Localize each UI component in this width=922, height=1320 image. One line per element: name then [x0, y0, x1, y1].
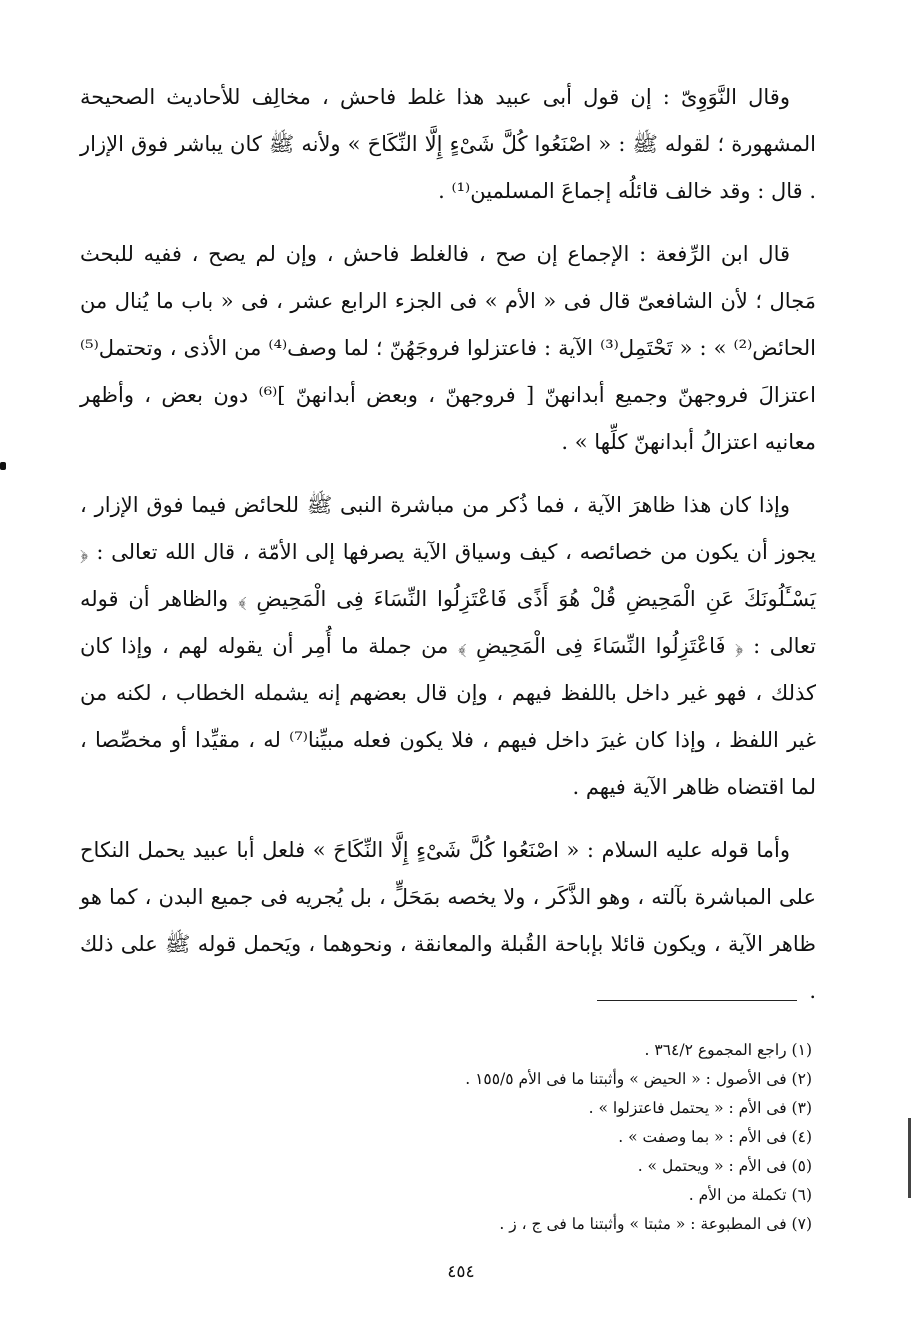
main-text — [80, 74, 816, 1031]
footnote-6: (٦) تكملة من الأم . — [688, 1186, 812, 1204]
paragraph-2: قال ابن الرِّفعة : الإجماع إن صح ، فالغلط فاحش ، وإن لم يصح ، ففيه للبحث مَجال ؛ لأن الشافعىّ قال فى « الأم » فى الجزء الرابع عشر ، فى « باب ما يُنال من الحائض⁽²⁾ » : « تَحْتَمِل⁽³⁾ الآية : فاعتزلوا فروجَهُنّ ؛ لما وصف⁽⁴⁾ من الأذى ، وتحتمل⁽⁵⁾ اعتزالَ فروجهنّ وجميع أبدانهنّ [ فروجهنّ ، وبعض أبدانهنّ ]⁽⁶⁾ دون بعض ، وأظهر معانيه اعتزالُ أبدانهنّ كلِّها » . — [80, 242, 816, 454]
footnote-2: (٢) فى الأصول : « الحيض » وأثبتنا ما فى الأم ١٥٥/٥ . — [465, 1070, 812, 1088]
footnote-5: (٥) فى الأم : « ويحتمل » . — [637, 1157, 812, 1175]
paragraph-4: وأما قوله عليه السلام : « اصْنَعُوا كُلَّ شَىْءٍ إِلَّا النِّكَاحَ » فلعل أبا عبيد يحمل النكاح على المباشرة بآلته ، وهو الذَّكَر ، ولا يخصه بمَحَلٍّ ، بل يُجريه فى جميع البدن ، كما هو ظاهر الآية ، ويكون قائلا بإباحة القُبلة والمعانقة ، ونحوهما ، ويَحمل قوله ﷺ على ذلك . — [80, 838, 816, 1003]
footnote-7: (٧) فى المطبوعة : « مثبتا » وأثبتنا ما فى ج ، ز . — [499, 1215, 812, 1233]
scan-edge-mark — [908, 1118, 911, 1198]
paragraph-3: وإذا كان هذا ظاهرَ الآية ، فما ذُكر من مباشرة النبى ﷺ للحائض فيما فوق الإزار ، يجوز أن يكون من خصائصه ، كيف وسياق الآية يصرفها إلى الأمّة ، قال الله تعالى : ﴿ يَسْـَٔلُونَكَ عَنِ الْمَحِيضِ قُلْ هُوَ أَذًى فَاعْتَزِلُوا النِّسَاءَ فِى الْمَحِيضِ ﴾ والظاهر أن قوله تعالى : ﴿ فَاعْتَزِلُوا النِّسَاءَ فِى الْمَحِيضِ ﴾ من جملة ما أُمِر أن يقوله لهم ، وإذا كان كذلك ، فهو غير داخل باللفظ فيهم ، وإن قال بعضهم إنه يشمله الخطاب ، لكنه من غير اللفظ ، وإذا كان غيرَ داخل فيهم ، فلا يكون فعله مبيِّنا⁽⁷⁾ له ، مقيِّدا أو مخصِّصا ، لما اقتضاه ظاهر الآية فيهم . — [80, 493, 816, 799]
page-number: ٤٥٤ — [447, 1262, 475, 1282]
paragraph-1: وقال النَّوَوِىّ : إن قول أبى عبيد هذا غلط فاحش ، مخالِف للأحاديث الصحيحة المشهورة ؛ لقوله ﷺ : « اصْنَعُوا كُلَّ شَىْءٍ إِلَّا النِّكَاحَ » ولأنه ﷺ كان يباشر فوق الإزار . قال : وقد خالف قائلُه إجماعَ المسلمين⁽¹⁾ . — [80, 85, 816, 203]
footnote-separator — [597, 1000, 797, 1001]
footnote-4: (٤) فى الأم : « بما وصفت » . — [618, 1128, 812, 1146]
footnote-1: (١) راجع المجموع ٣٦٤/٢ . — [644, 1041, 812, 1059]
margin-mark — [0, 462, 6, 470]
footnote-3: (٣) فى الأم : « يحتمل فاعتزلوا » . — [588, 1099, 812, 1117]
footnotes — [300, 1036, 812, 1239]
